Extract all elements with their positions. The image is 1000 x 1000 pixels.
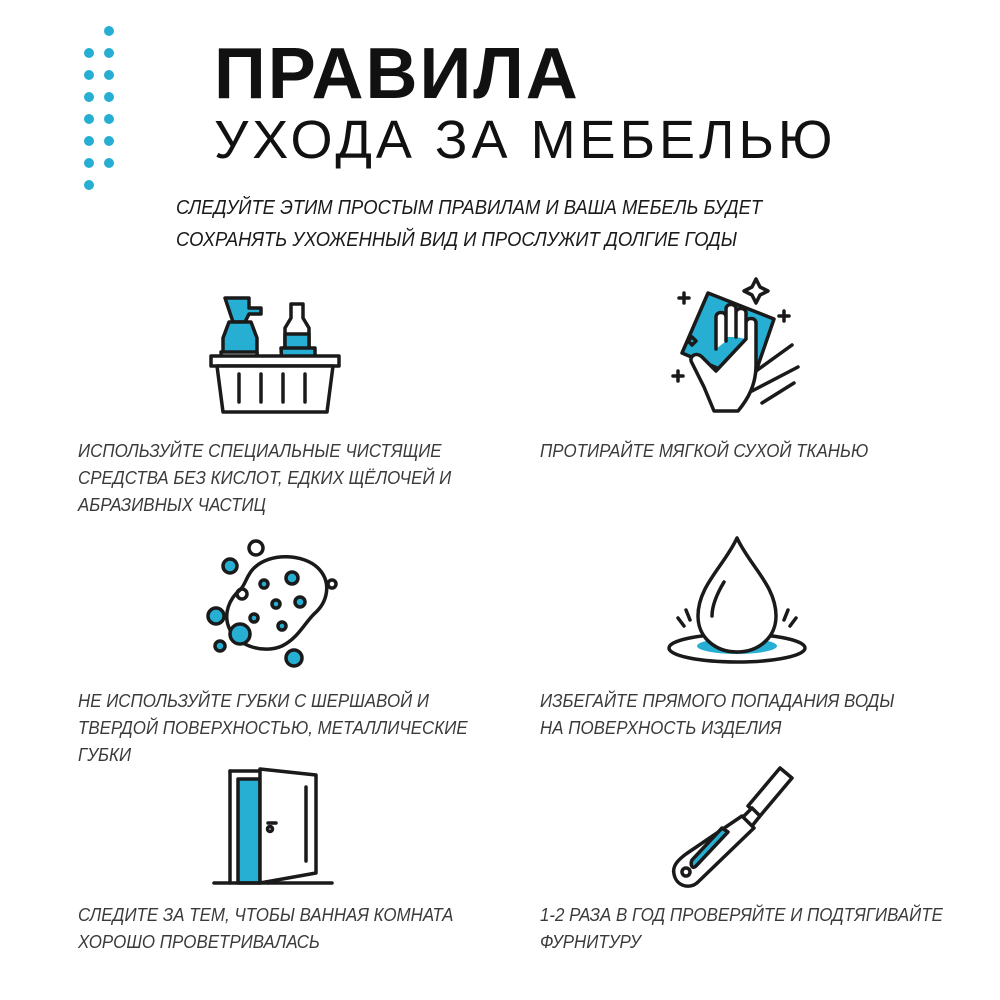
caption-line: ГУБКИ: [78, 745, 132, 765]
cleaning-basket-icon: [205, 288, 345, 423]
caption-line: ХОРОШО ПРОВЕТРИВАЛАСЬ: [78, 932, 320, 952]
intro-text: [176, 192, 838, 256]
sponge-icon: [206, 538, 346, 673]
caption-line: ПРОТИРАЙТЕ МЯГКОЙ СУХОЙ ТКАНЬЮ: [540, 441, 869, 461]
rule-caption: [78, 688, 468, 769]
rule-caption: [78, 438, 451, 519]
caption-line: АБРАЗИВНЫХ ЧАСТИЦ: [78, 495, 266, 515]
caption-line: ИСПОЛЬЗУЙТЕ СПЕЦИАЛЬНЫЕ ЧИСТЯЩИЕ: [78, 441, 442, 461]
rule-caption: [540, 902, 943, 956]
decorative-dots: [80, 26, 120, 196]
page-subtitle: УХОДА ЗА МЕБЕЛЬЮ: [214, 110, 837, 170]
caption-line: НА ПОВЕРХНОСТЬ ИЗДЕЛИЯ: [540, 718, 782, 738]
intro-line: СОХРАНЯТЬ УХОЖЕННЫЙ ВИД И ПРОСЛУЖИТ ДОЛГИЕ ГОДЫ: [176, 229, 738, 251]
caption-line: СРЕДСТВА БЕЗ КИСЛОТ, ЕДКИХ ЩЁЛОЧЕЙ И: [78, 468, 452, 488]
open-door-icon: [212, 765, 334, 889]
caption-line: 1-2 РАЗА В ГОД ПРОВЕРЯЙТЕ И ПОДТЯГИВАЙТЕ: [540, 905, 943, 925]
wiping-cloth-icon: [664, 275, 806, 423]
caption-line: НЕ ИСПОЛЬЗУЙТЕ ГУБКИ С ШЕРШАВОЙ И: [78, 691, 430, 711]
page-title: ПРАВИЛА: [214, 34, 580, 114]
caption-line: ФУРНИТУРУ: [540, 932, 641, 952]
screwdriver-icon: [668, 766, 798, 890]
water-drop-icon: [664, 534, 810, 666]
intro-line: СЛЕДУЙТЕ ЭТИМ ПРОСТЫМ ПРАВИЛАМ И ВАША МЕБЕЛЬ БУДЕТ: [176, 197, 763, 219]
rule-caption: [540, 438, 868, 465]
caption-line: СЛЕДИТЕ ЗА ТЕМ, ЧТОБЫ ВАННАЯ КОМНАТА: [78, 905, 454, 925]
caption-line: ТВЕРДОЙ ПОВЕРХНОСТЬЮ, МЕТАЛЛИЧЕСКИЕ: [78, 718, 468, 738]
rule-caption: [540, 688, 894, 742]
caption-line: ИЗБЕГАЙТЕ ПРЯМОГО ПОПАДАНИЯ ВОДЫ: [540, 691, 895, 711]
rule-caption: [78, 902, 453, 956]
